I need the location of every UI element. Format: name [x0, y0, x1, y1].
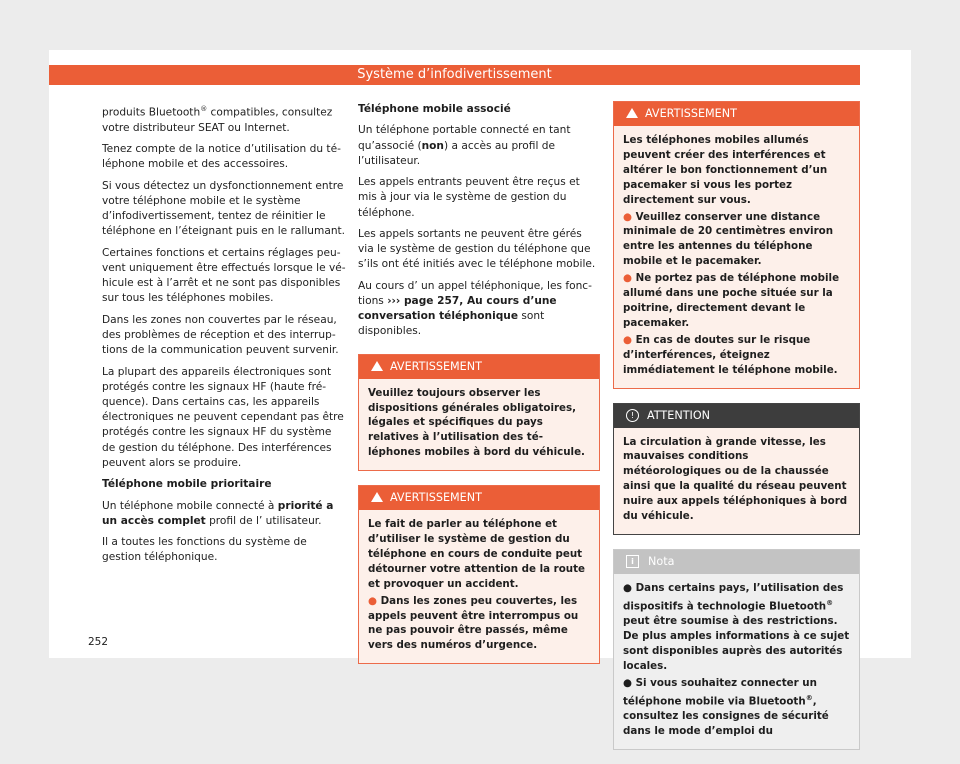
- warning-title: AVERTISSEMENT: [390, 491, 482, 505]
- page-number: 252: [88, 636, 109, 648]
- attention-box: [613, 403, 860, 535]
- paragraph: [102, 499, 346, 529]
- warning-triangle-icon: [371, 492, 383, 502]
- warning-text: Les téléphones mobiles allumés peuvent créer des interférences et altérer le bon fonctionnement d’un pacemaker si vous les portez directement sur vous.: [623, 134, 828, 206]
- warning-bullet: [623, 333, 850, 378]
- text: Veuillez conserver une distance minimale de 20 centimètres environ entre les antennes du téléphone mobile et le pacemaker.: [623, 210, 834, 268]
- warning-bullet: [623, 210, 850, 270]
- warning-box: [358, 485, 600, 664]
- text: ) a accès au profil de l’utilisateur.: [358, 139, 556, 167]
- text: peut être soumise à des restrictions. De plus amples informations à ce sujet sont disponibles auprès des autorités locales.: [623, 615, 850, 672]
- text: Si vous souhaitez connecter un téléphone mobile via Bluetooth: [623, 676, 817, 708]
- text: sont disponibles.: [358, 310, 545, 338]
- nota-title: Nota: [648, 554, 675, 568]
- column-right: [613, 101, 860, 764]
- text: En cas de doutes sur le risque d’interférences, éteignez immédiatement le téléphone mobile.: [623, 333, 838, 376]
- registered-mark: ®: [805, 693, 813, 702]
- text: , consultez les consignes de sécurité dans le mode d’emploi du: [623, 695, 829, 737]
- bullet-icon: ●: [368, 594, 381, 607]
- cross-reference-link[interactable]: ››› page 257, Au cours d’une conversation téléphonique: [358, 294, 557, 323]
- column-middle: [358, 102, 600, 678]
- paragraph: [358, 123, 600, 169]
- paragraph: Dans les zones non couvertes par le réseau, des problèmes de réception et des interruptions de la communication peuvent survenir.: [102, 313, 339, 357]
- warning-box-header: [359, 355, 599, 379]
- warning-box-body: [359, 510, 599, 663]
- bullet-icon: ●: [623, 333, 636, 346]
- text: produits Bluetooth: [102, 106, 201, 119]
- nota-box-body: [614, 574, 859, 749]
- warning-text: Veuillez toujours observer les dispositions générales obligatoires, légales et spécifiques du pays relatives à l’utilisation des téléphones mobiles à bord du véhicule.: [368, 386, 585, 459]
- text-bold: non: [421, 139, 444, 152]
- nota-bullet: [623, 676, 850, 739]
- paragraph: Les appels entrants peuvent être reçus et mis à jour via le système de gestion du téléphone.: [358, 176, 580, 219]
- warning-box-body: [614, 126, 859, 388]
- warning-box-body: [359, 379, 599, 471]
- paragraph: Il a toutes les fonctions du système de gestion téléphonique.: [102, 536, 307, 564]
- info-square-icon: i: [626, 555, 639, 568]
- bullet-icon: ●: [623, 272, 636, 285]
- paragraph: La plupart des appareils électroniques sont protégés contre les signaux HF (haute fréquence). Dans certains cas, les appareils électroniques ne peuvent cependant pas être protégés contre les signaux HF du système de gestion du téléphone. Des interférences peuvent alors se produire.: [102, 365, 344, 469]
- text: Ne portez pas de téléphone mobile allumé dans une poche située sur la poitrine, directement devant le pacemaker.: [623, 272, 840, 329]
- paragraph: Si vous détectez un dysfonctionnement entre votre téléphone mobile et le système d’infodivertissement, tentez de réinitier le téléphone en l’éteignant puis en le rallumant.: [102, 179, 346, 238]
- paragraph: Les appels sortants ne peuvent être gérés via le système de gestion du téléphone que s’ils ont été initiés avec le téléphone mobile.: [358, 227, 596, 271]
- text: Un téléphone mobile connecté à: [102, 499, 278, 512]
- warning-box: [613, 101, 860, 389]
- text: Dans certains pays, l’utilisation des dispositifs à technologie Bluetooth: [623, 581, 844, 613]
- section-heading: Téléphone mobile associé: [358, 103, 511, 115]
- paragraph: [358, 279, 600, 340]
- warning-box-header: [359, 486, 599, 510]
- column-left: [102, 102, 346, 572]
- paragraph: Certaines fonctions et certains réglages peuvent uniquement être effectués lorsque le véhicule est à l’arrêt et ne sont pas disponibles sur tous les téléphones mobiles.: [102, 246, 346, 305]
- warning-triangle-icon: [626, 108, 638, 118]
- attention-box-body: [614, 428, 859, 534]
- nota-bullet: [623, 581, 850, 674]
- paragraph: Tenez compte de la notice d’utilisation du téléphone mobile et des accessoires.: [102, 143, 341, 171]
- attention-title: ATTENTION: [647, 408, 710, 422]
- text: Un téléphone portable connecté en tant qu’associé (: [358, 124, 571, 152]
- bullet-icon: ●: [623, 676, 636, 689]
- warning-title: AVERTISSEMENT: [390, 359, 482, 373]
- info-circle-icon: !: [626, 409, 639, 422]
- registered-mark: ®: [826, 598, 834, 607]
- registered-mark: ®: [200, 105, 208, 113]
- section-heading: Téléphone mobile prioritaire: [102, 478, 272, 491]
- warning-box: [358, 354, 600, 472]
- text: Au cours d’ un appel téléphonique, les fonctions: [358, 279, 592, 307]
- attention-text: La circulation à grande vitesse, les mauvaises conditions météorologiques ou de la chaussée ainsi que la qualité du réseau peuvent nuire aux appels téléphoniques à bord du véhicule.: [623, 435, 848, 523]
- text: compatibles, consultez votre distributeur SEAT ou Internet.: [102, 106, 333, 134]
- warning-triangle-icon: [371, 361, 383, 371]
- text: Dans les zones peu couvertes, les appels peuvent être interrompus ou ne pas pouvoir être passés, même vers des numéros d’urgence.: [368, 594, 579, 652]
- warning-bullet: [368, 594, 590, 654]
- text-bold: priorité a un accès complet: [102, 499, 334, 527]
- warning-bullet: [623, 271, 850, 331]
- paragraph: [102, 102, 346, 136]
- warning-text: Le fait de parler au téléphone et d’utiliser le système de gestion du téléphone en cours de conduite peut détourner votre attention de la route et provoquer un accident.: [368, 518, 586, 590]
- bullet-icon: ●: [623, 581, 636, 594]
- page-header: Système d’infodivertissement: [49, 65, 860, 85]
- warning-title: AVERTISSEMENT: [645, 107, 737, 120]
- nota-box-header: [614, 550, 859, 574]
- nota-box: [613, 549, 860, 750]
- warning-box-header: [614, 102, 859, 126]
- attention-box-header: [614, 404, 859, 428]
- text: profil de l’ utilisateur.: [205, 514, 322, 527]
- bullet-icon: ●: [623, 210, 636, 223]
